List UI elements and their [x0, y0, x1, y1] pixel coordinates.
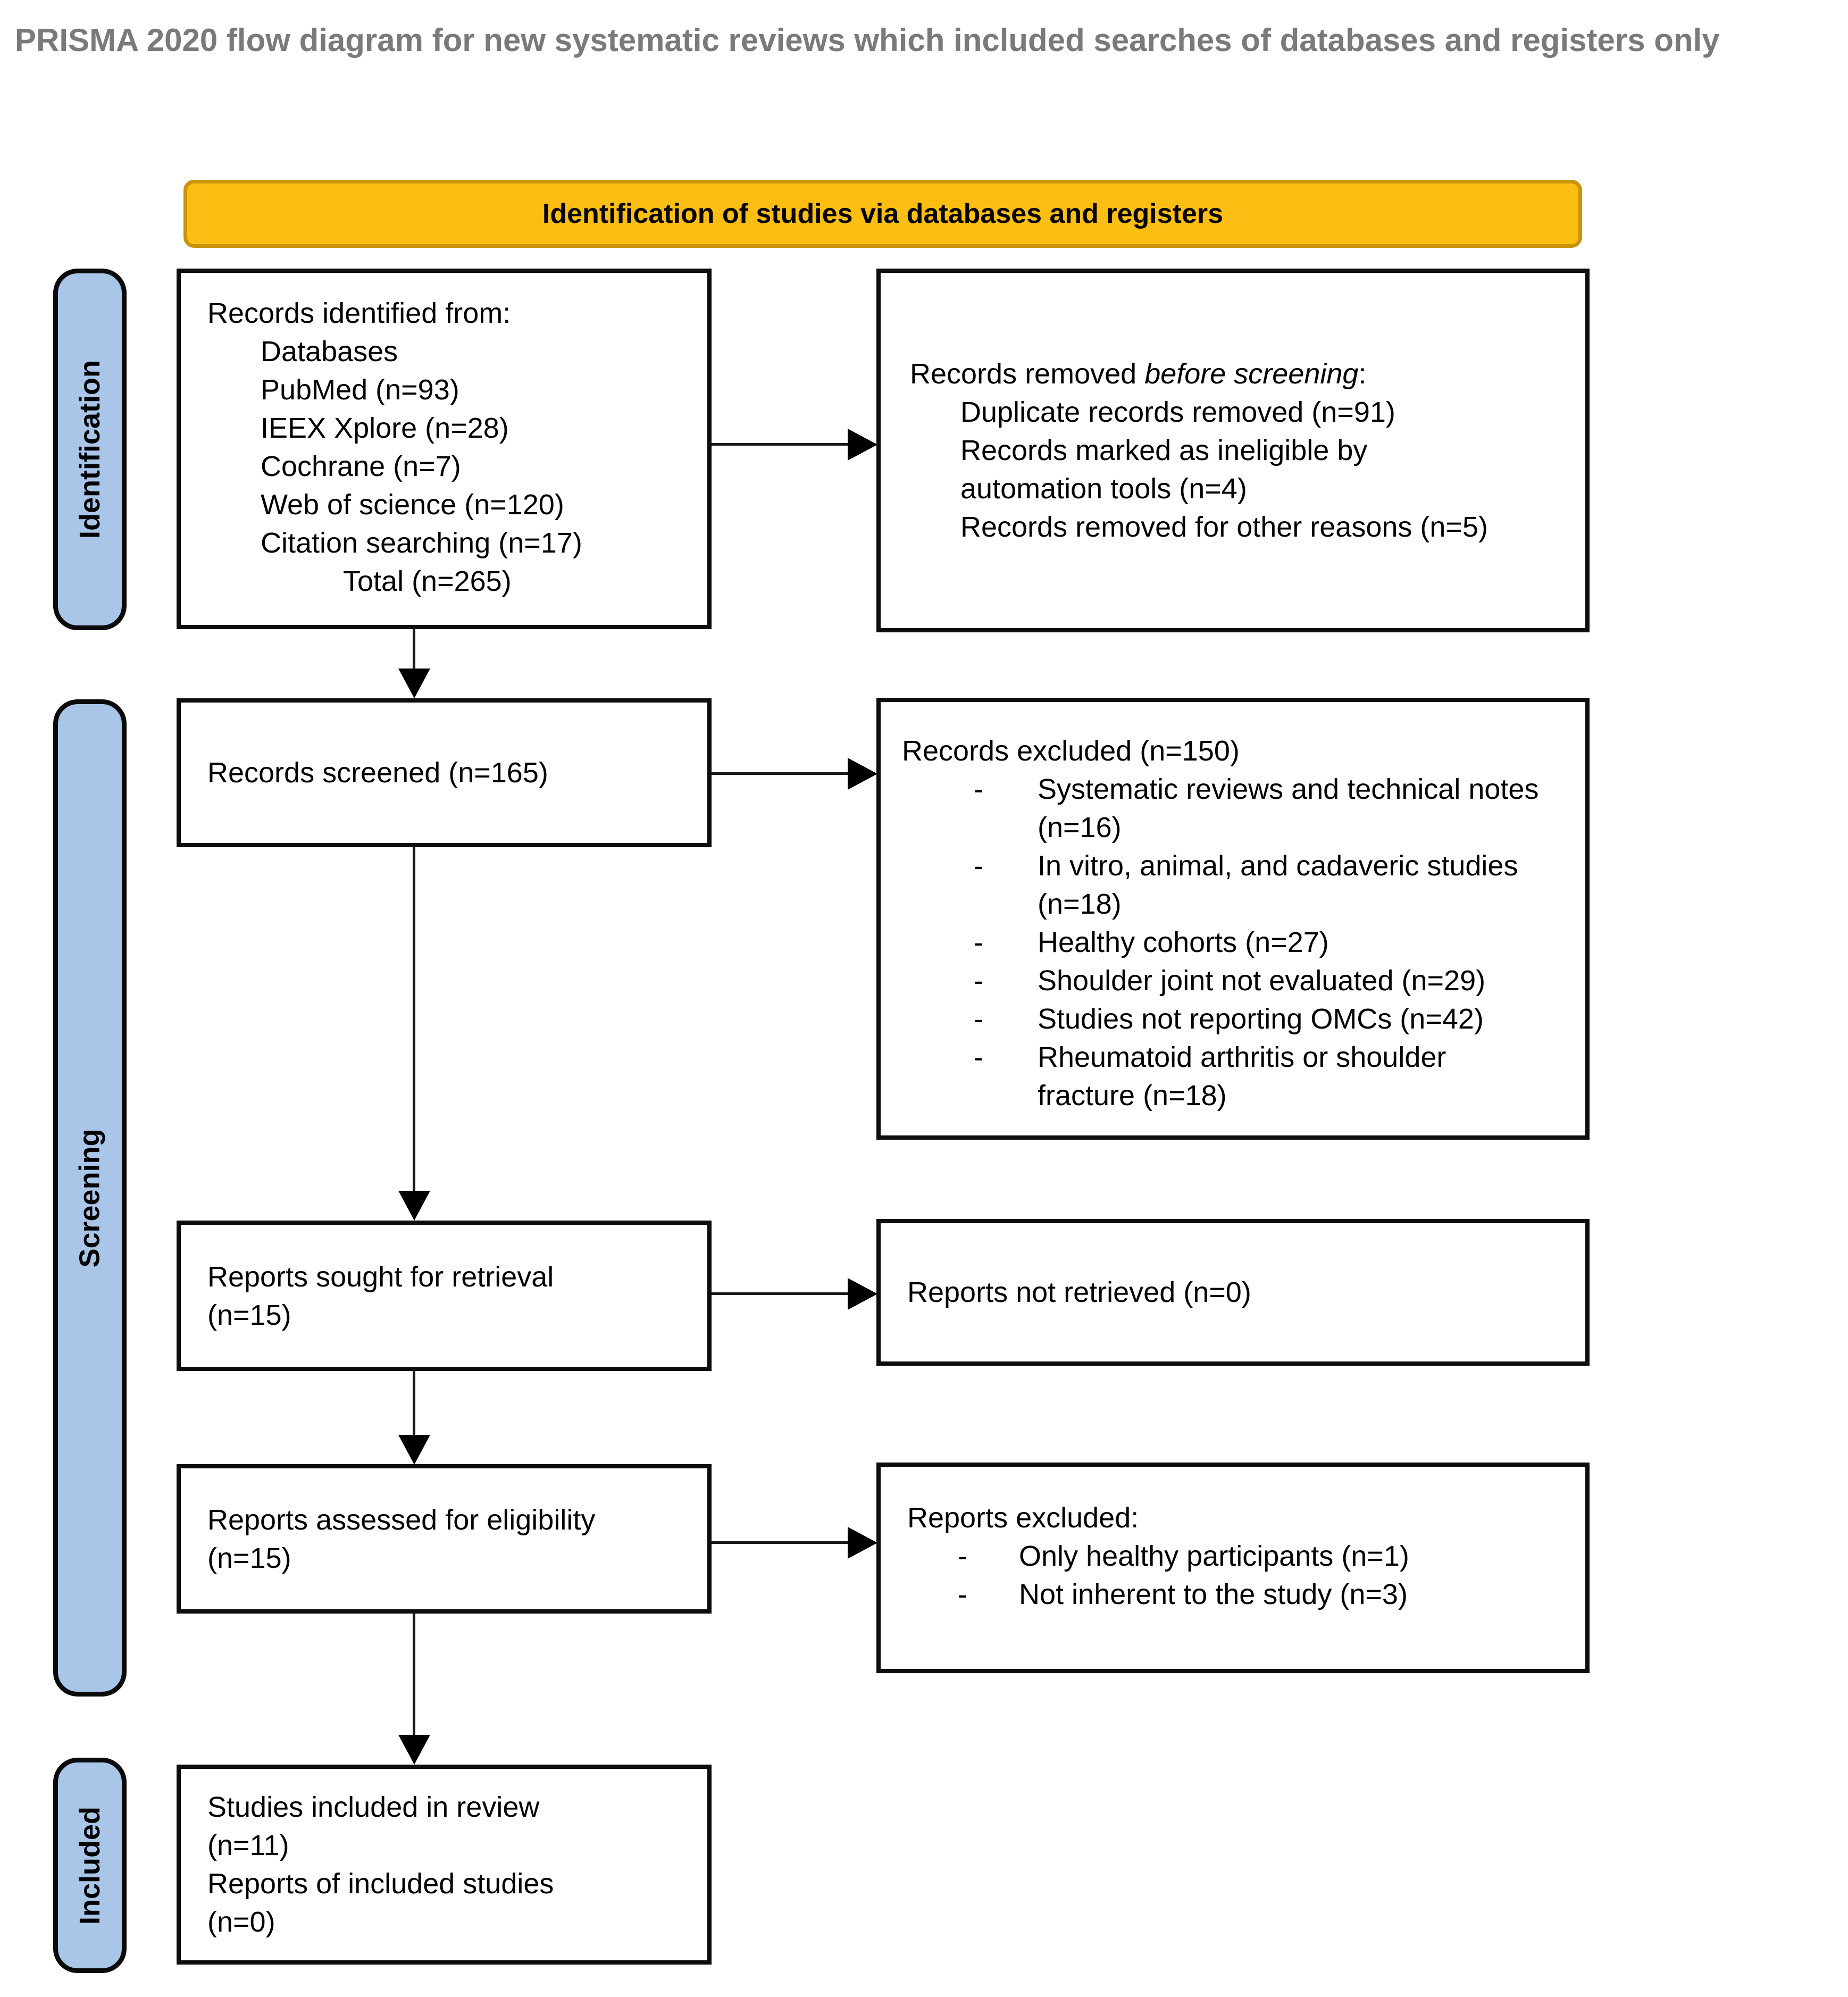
records-identified-item: IEEX Xplore (n=28) [261, 412, 509, 444]
records-excluded-bullet [974, 770, 1570, 847]
records-identified-item: Web of science (n=120) [261, 489, 564, 521]
studies-included-line: (n=11) [207, 1829, 289, 1861]
records-identified-heading: Records identified from: [207, 297, 511, 329]
stage-identification-text: Identification [74, 360, 106, 539]
records-excluded-heading: Records excluded (n=150) [902, 735, 1240, 767]
records-removed-heading-emphasis: before screening [1144, 358, 1359, 390]
page-title: PRISMA 2020 flow diagram for new systematic reviews which included searches of databases and registers only [15, 22, 1720, 58]
records-excluded-bullet [974, 962, 1570, 1000]
studies-included-line: Studies included in review [207, 1791, 540, 1823]
records-identified-item: PubMed (n=93) [261, 374, 459, 406]
reports-assessed-line: Reports assessed for eligibility [207, 1503, 596, 1536]
records-excluded-bullet-text: Shoulder joint not evaluated (n=29) [1038, 965, 1486, 997]
records-removed-item: Duplicate records removed (n=91) [960, 396, 1395, 428]
bullet-dash: - [974, 926, 983, 958]
records-removed-heading-prefix: Records removed [910, 358, 1145, 390]
stage-included-text: Included [74, 1806, 106, 1925]
bullet-dash: - [958, 1540, 967, 1572]
bullet-dash: - [974, 850, 983, 882]
reports-excluded-bullet [958, 1575, 1570, 1614]
arrow-assessed-to-included [413, 1614, 415, 1736]
box-reports-sought [177, 1221, 712, 1371]
records-excluded-bullet-text: In vitro, animal, and cadaveric studies (n=18) [1038, 850, 1518, 920]
banner-identification-of-studies [183, 180, 1582, 248]
records-identified-item: Citation searching (n=17) [261, 527, 582, 559]
box-records-removed-before-screening [876, 269, 1590, 632]
stage-screening-text: Screening [74, 1128, 106, 1268]
arrow-sought-to-assessed [413, 1371, 415, 1436]
studies-included-line: Reports of included studies [207, 1868, 554, 1900]
records-excluded-bullet [974, 1038, 1570, 1115]
reports-excluded-bullet-text: Not inherent to the study (n=3) [1019, 1578, 1408, 1610]
arrow-screened-to-excluded [712, 772, 849, 775]
box-records-excluded [876, 698, 1590, 1140]
records-excluded-bullet [974, 923, 1570, 962]
arrow-sought-to-not-retrieved [712, 1292, 849, 1295]
reports-sought-line: (n=15) [207, 1299, 291, 1331]
records-excluded-bullet [974, 1000, 1570, 1038]
banner-label: Identification of studies via databases and registers [542, 198, 1224, 229]
box-reports-excluded [876, 1463, 1590, 1673]
bullet-dash: - [974, 965, 983, 997]
arrow-identified-to-screened [413, 629, 415, 670]
stage-label-identification [53, 269, 127, 630]
reports-excluded-heading: Reports excluded: [907, 1502, 1139, 1534]
bullet-dash: - [974, 1003, 983, 1035]
records-identified-total: Total (n=265) [343, 565, 512, 597]
records-removed-item: Records marked as ineligible by automation tools (n=4) [960, 435, 1368, 505]
box-reports-not-retrieved [876, 1219, 1590, 1366]
box-studies-included [177, 1765, 712, 1965]
reports-excluded-bullet-text: Only healthy participants (n=1) [1019, 1540, 1409, 1572]
records-removed-item: Records removed for other reasons (n=5) [960, 511, 1488, 543]
bullet-dash: - [974, 773, 983, 805]
arrow-screened-to-sought [413, 847, 415, 1192]
records-removed-heading [910, 355, 1570, 393]
arrow-identified-to-removed [712, 443, 849, 446]
reports-assessed-line: (n=15) [207, 1542, 291, 1574]
box-records-identified [177, 269, 712, 629]
records-excluded-bullet-text: Systematic reviews and technical notes (n=16) [1038, 773, 1539, 843]
studies-included-line: (n=0) [207, 1906, 275, 1938]
records-excluded-bullet-text: Healthy cohorts (n=27) [1038, 926, 1329, 958]
bullet-dash: - [958, 1578, 967, 1610]
records-excluded-bullet-text: Rheumatoid arthritis or shoulder fracture (n=18) [1038, 1041, 1446, 1112]
records-excluded-bullet-text: Studies not reporting OMCs (n=42) [1038, 1003, 1484, 1035]
records-identified-item: Cochrane (n=7) [261, 450, 461, 482]
records-screened-label: Records screened (n=165) [207, 757, 548, 789]
records-excluded-bullet [974, 847, 1570, 923]
records-removed-heading-suffix: : [1358, 358, 1367, 390]
box-reports-assessed [177, 1464, 712, 1614]
box-records-screened [177, 698, 712, 847]
reports-sought-line: Reports sought for retrieval [207, 1260, 554, 1293]
bullet-dash: - [974, 1041, 983, 1073]
stage-label-screening [53, 699, 127, 1697]
reports-not-retrieved-label: Reports not retrieved (n=0) [907, 1276, 1251, 1308]
stage-label-included [53, 1758, 127, 1973]
reports-excluded-bullet [958, 1537, 1570, 1575]
arrow-assessed-to-reports-excluded [712, 1541, 849, 1544]
records-identified-item: Databases [261, 336, 398, 367]
